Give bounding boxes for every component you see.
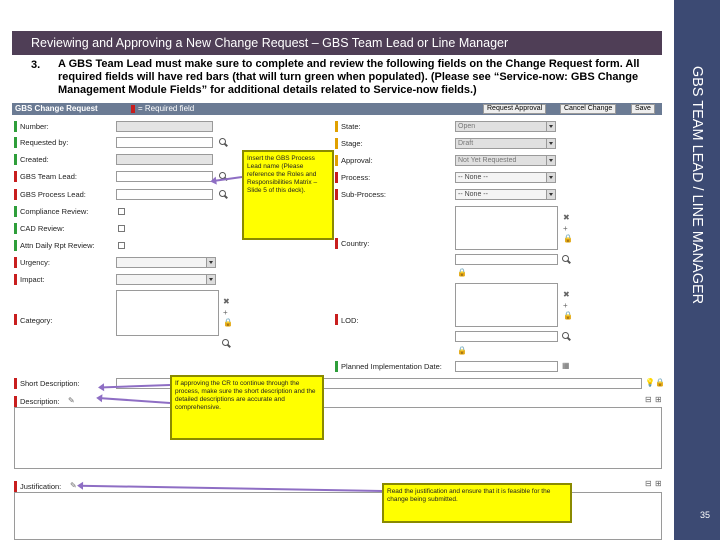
category-list[interactable] (116, 290, 219, 336)
page-number: 35 (700, 510, 711, 520)
country-list[interactable] (455, 206, 558, 250)
side-title: GBS TEAM LEAD / LINE MANAGER (689, 65, 705, 305)
search-icon[interactable] (219, 190, 228, 199)
planned-implementation-date-label: Planned Implementation Date: (341, 362, 442, 371)
step-instructions: A GBS Team Lead must make sure to complete and review the following fields on the Change Request form. All required fields will have red bars (that will turn green when populated). (Please see “Service-now: GBS Change Management Module Fields” for additional details related to Service-now fields.) (58, 58, 640, 96)
add-icon[interactable]: + (563, 301, 568, 310)
sub-process-label: Sub-Process: (341, 190, 387, 199)
step-number: 3. (31, 59, 41, 71)
field-status-bar (335, 155, 338, 166)
urgency-label: Urgency: (20, 258, 51, 267)
stage-select[interactable] (455, 138, 556, 149)
save-button[interactable]: Save (631, 104, 655, 114)
search-icon[interactable] (562, 255, 571, 264)
required-bar (14, 314, 17, 325)
required-bar (14, 257, 17, 268)
lock-icon[interactable]: 🔒 (457, 346, 467, 355)
required-bar (335, 314, 338, 325)
cancel-change-button[interactable]: Cancel Change (560, 104, 616, 114)
created-label: Created: (20, 155, 49, 164)
search-icon[interactable] (562, 332, 571, 341)
gbs-process-lead-label: GBS Process Lead: (20, 190, 86, 199)
field-status-bar (14, 154, 17, 165)
spell-check-icon[interactable]: ✎ (68, 396, 75, 405)
created-field[interactable] (116, 154, 213, 165)
slide-title: Reviewing and Approving a New Change Request – GBS Team Lead or Line Manager (31, 36, 509, 50)
search-icon[interactable] (222, 339, 231, 348)
field-status-bar (14, 240, 17, 251)
calendar-icon[interactable]: ▦ (562, 361, 570, 370)
field-status-bar (335, 138, 338, 149)
chevron-down-icon (546, 122, 555, 131)
approval-label: Approval: (341, 156, 373, 165)
lod-list[interactable] (455, 283, 558, 327)
required-bar (14, 481, 17, 492)
lod-label: LOD: (341, 316, 359, 325)
lod-input[interactable] (455, 331, 558, 342)
field-status-bar (335, 121, 338, 132)
required-bar (335, 189, 338, 200)
chevron-down-icon (206, 258, 215, 267)
urgency-select[interactable] (116, 257, 216, 268)
required-bar (14, 171, 17, 182)
required-bar (14, 189, 17, 200)
remove-icon[interactable]: ✖ (563, 290, 570, 299)
required-bar (14, 274, 17, 285)
country-input[interactable] (455, 254, 558, 265)
description-textarea[interactable] (14, 407, 662, 469)
add-icon[interactable]: + (563, 224, 568, 233)
approval-value: Not Yet Requested (458, 157, 517, 164)
planned-implementation-date-field[interactable] (455, 361, 558, 372)
cad-review-label: CAD Review: (20, 224, 65, 233)
attn-daily-rpt-review-label: Attn Daily Rpt Review: (20, 241, 95, 250)
impact-label: Impact: (20, 275, 45, 284)
field-status-bar (14, 206, 17, 217)
expand-icon[interactable]: ⊞ (655, 395, 662, 404)
justification-label: Justification: (20, 482, 62, 491)
chevron-down-icon (206, 275, 215, 284)
cad-review-checkbox[interactable] (118, 225, 125, 232)
sub-process-value: -- None -- (458, 191, 488, 198)
chevron-down-icon (546, 190, 555, 199)
stage-value: Draft (458, 140, 474, 147)
required-bar (335, 172, 338, 183)
add-icon[interactable]: + (223, 308, 228, 317)
field-status-bar (14, 121, 17, 132)
gbs-team-lead-label: GBS Team Lead: (20, 172, 77, 181)
lock-icon[interactable]: 🔒 (563, 234, 573, 243)
collapse-icon[interactable]: ⊟ (645, 479, 652, 488)
required-bar (14, 378, 17, 389)
required-legend: = Required field (138, 104, 195, 113)
stage-label: Stage: (341, 139, 363, 148)
required-bar (14, 396, 17, 407)
number-label: Number: (20, 122, 49, 131)
collapse-icon[interactable]: ⊟ (645, 395, 652, 404)
compliance-review-label: Compliance Review: (20, 207, 89, 216)
number-field[interactable] (116, 121, 213, 132)
search-icon[interactable] (219, 138, 228, 147)
category-label: Category: (20, 316, 53, 325)
request-approval-button[interactable]: Request Approval (483, 104, 546, 114)
process-select[interactable] (455, 172, 556, 183)
country-label: Country: (341, 239, 370, 248)
lock-icon[interactable]: 🔒 (563, 311, 573, 320)
sub-process-select[interactable] (455, 189, 556, 200)
impact-select[interactable] (116, 274, 216, 285)
justification-callout: Read the justification and ensure that it is feasible for the change being submitted. (382, 483, 572, 523)
state-value: Open (458, 123, 476, 130)
gbs-process-lead-field[interactable] (116, 189, 213, 200)
expand-icon[interactable]: ⊞ (655, 479, 662, 488)
approval-select[interactable] (455, 155, 556, 166)
required-legend-bar (131, 105, 135, 113)
lock-icon[interactable]: 🔒 (457, 268, 467, 277)
required-bar (335, 238, 338, 249)
description-callout: If approving the CR to continue through the process, make sure the short description and the detailed descriptions are accurate and comprehensive. (170, 375, 324, 440)
gbs-team-lead-field[interactable] (116, 171, 213, 182)
compliance-review-checkbox[interactable] (118, 208, 125, 215)
team-lead-callout: Insert the GBS Process Lead name (Please reference the Roles and Responsibilities Matrix – Slide 5 of this deck). (242, 150, 334, 240)
chevron-down-icon (546, 156, 555, 165)
chevron-down-icon (546, 173, 555, 182)
requested-by-label: Requested by: (20, 138, 69, 147)
field-status-bar (14, 223, 17, 234)
spell-check-icon[interactable]: ✎ (70, 481, 77, 490)
remove-icon[interactable]: ✖ (223, 297, 230, 306)
attn-daily-rpt-review-checkbox[interactable] (118, 242, 125, 249)
lock-icon[interactable]: 🔒 (655, 378, 665, 387)
lock-icon[interactable]: 🔒 (223, 318, 233, 327)
field-status-bar (14, 137, 17, 148)
requested-by-field[interactable] (116, 137, 213, 148)
lightbulb-icon[interactable]: 💡 (645, 378, 655, 387)
short-description-label: Short Description: (20, 379, 80, 388)
remove-icon[interactable]: ✖ (563, 213, 570, 222)
process-label: Process: (341, 173, 371, 182)
form-header-title: GBS Change Request (15, 104, 98, 113)
field-status-bar (335, 361, 338, 372)
process-value: -- None -- (458, 174, 488, 181)
state-label: State: (341, 122, 361, 131)
description-label: Description: (20, 397, 60, 406)
state-select[interactable] (455, 121, 556, 132)
chevron-down-icon (546, 139, 555, 148)
